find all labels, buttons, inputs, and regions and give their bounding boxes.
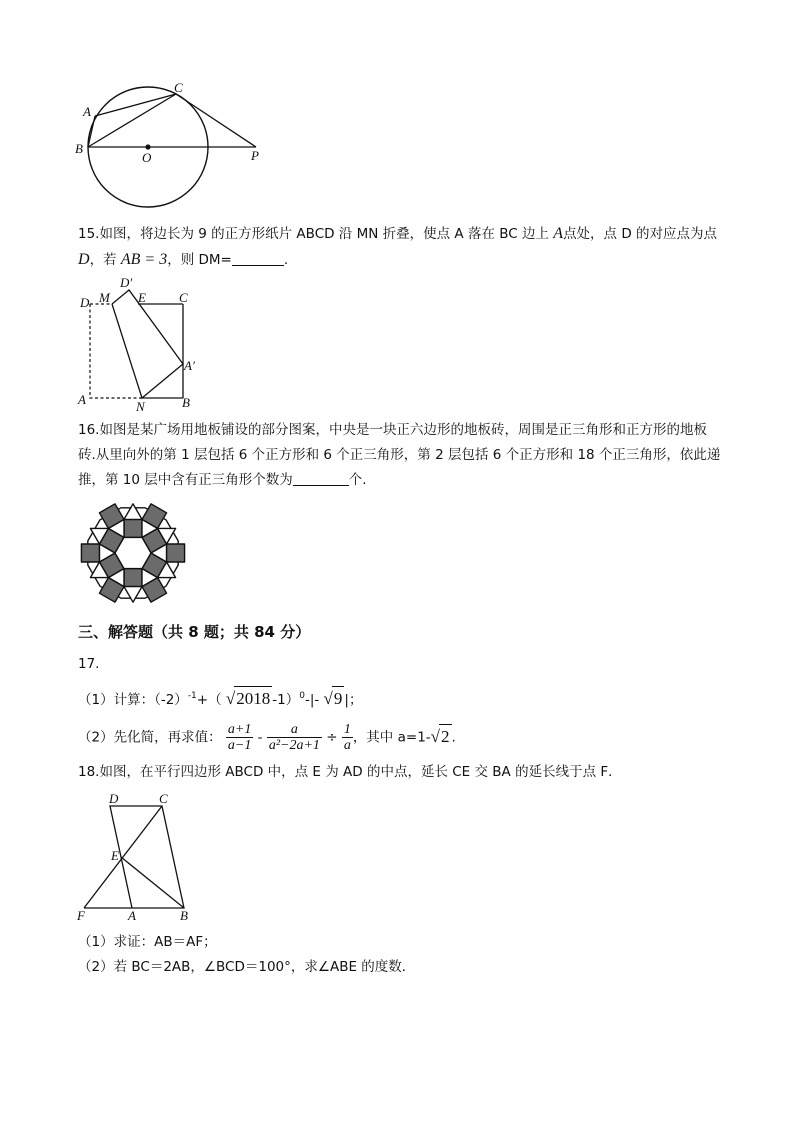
label-a-prime: A′ — [184, 358, 195, 373]
folded-part — [112, 290, 183, 398]
q16-line1: 16.如图是某广场用地板铺设的部分图案，中央是一块正六边形的地板砖，周围是正三角形和正方形的地板 — [78, 422, 707, 438]
sqrt-2: √2 — [431, 724, 452, 749]
ab-expression: AB = 3 — [120, 251, 168, 268]
label-d-prime: D′ — [120, 276, 133, 290]
sqrt-2018: √2018 — [226, 686, 272, 711]
folded-square-figure — [72, 276, 212, 414]
square-tile — [124, 519, 142, 537]
label-b: B — [182, 395, 190, 410]
label-e: E — [138, 290, 146, 305]
square-tile — [124, 569, 142, 587]
line-cp — [176, 94, 256, 147]
fraction-3: $\frac{1}{a}$ — [343, 722, 351, 753]
d-prime-symbol: D — [78, 251, 90, 268]
label-f: F — [77, 908, 85, 923]
parallelogram-figure — [74, 788, 204, 924]
circle-tangent-figure — [70, 78, 280, 213]
label-p: P — [251, 148, 259, 163]
square-tile — [167, 544, 185, 562]
q15-line1: 15.如图，将边长为 9 的正方形纸片 ABCD 沿 MN 折叠，使点 A 落在 BC 边上 A点处，点 D 的对应点为点 — [78, 225, 718, 242]
line-ac — [95, 94, 176, 116]
label-d: D — [80, 295, 90, 310]
tiling-pattern-figure — [76, 495, 190, 611]
q16-line3: 推，第 10 层中含有正三角形个数为 个. — [78, 472, 367, 488]
fraction-1: $\frac{a+1}{a-1}$ — [227, 722, 252, 753]
q15-line2: D，若 AB = 3，则 DM= . — [78, 251, 289, 268]
q17-part2: （2）先化简，再求值： $\frac{a+1}{a-1}$ - $\frac{a}{\text{a²−2a+1}}$ ÷ $\frac{1}{a}$ ，其中 a=1-√2 . — [78, 722, 456, 753]
label-c: C — [159, 791, 168, 806]
section-title: 三、解答题（共 8 题；共 84 分） — [78, 623, 311, 641]
q17-number: 17. — [78, 656, 100, 672]
label-o: O — [142, 150, 152, 165]
line-fc — [84, 806, 162, 908]
label-n: N — [136, 399, 145, 414]
label-e: E — [111, 848, 119, 863]
label-b: B — [180, 908, 188, 923]
fraction-2: $\frac{a}{\text{a²−2a+1}}$ — [268, 722, 320, 753]
label-c: C — [179, 290, 188, 305]
q16-line2: 砖.从里向外的第 1 层包括 6 个正方形和 6 个正三角形，第 2 层包括 6 个正方形和 18 个正三角形，依此递 — [78, 447, 721, 463]
label-b: B — [75, 141, 83, 156]
answer-blank-16[interactable] — [293, 471, 349, 486]
label-a: A — [78, 392, 86, 407]
square-tile — [81, 544, 99, 562]
line-ab — [88, 116, 95, 147]
q18-stem: 18.如图，在平行四边形 ABCD 中，点 E 为 AD 的中点，延长 CE 交 BA 的延长线于点 F． — [78, 764, 622, 780]
tiling-group — [81, 504, 184, 602]
answer-blank-15[interactable] — [232, 251, 284, 266]
q18-part1: （1）求证：AB＝AF； — [78, 934, 217, 950]
q18-part2: （2）若 BC＝2AB，∠BCD＝100°，求∠ABE 的度数． — [78, 959, 416, 975]
label-a: A — [83, 104, 91, 119]
q17-part1: （1）计算：$(-2)^{-1}+$（ √2018 -1）$^0$-|- √9 |； — [78, 684, 734, 712]
label-m: M — [99, 290, 110, 305]
label-a: A — [128, 908, 136, 923]
sqrt-9: √9 — [324, 686, 345, 711]
label-c: C — [174, 80, 183, 95]
line-bc — [88, 94, 176, 147]
a-prime-symbol: A — [553, 225, 564, 242]
label-d: D — [109, 791, 119, 806]
center-point — [145, 144, 150, 149]
